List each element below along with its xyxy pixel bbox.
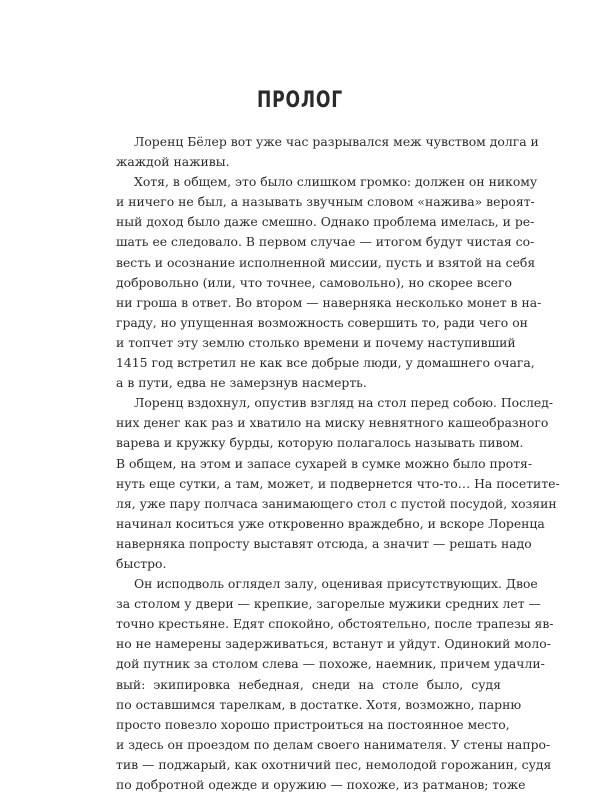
text-line: и ничего не был, а называть звучным словом «нажива» вероят- (116, 194, 535, 210)
paragraph-3 (116, 393, 560, 574)
text-line: весть и осознание исполненной миссии, пусть и взятой на себя (116, 254, 536, 270)
text-line: за столом у двери — крепкие, загорелые мужики средних лет — (116, 596, 541, 612)
text-line: ля, уже пару полчаса занимающего стол с пустой посудой, хозяин (116, 495, 557, 511)
paragraph-4 (116, 574, 554, 795)
text-line: тив — поджарый, как охотничий пес, немолодой горожанин, судя (116, 756, 552, 772)
text-line: по оставшимся тарелкам, в достатке. Хотя, возможно, парню (116, 696, 522, 712)
text-line: добровольно (или, что точнее, самовольно), но скорее всего (116, 274, 512, 290)
text-line: Он исподволь оглядел залу, оценивая присутствующих. Двое (134, 576, 538, 592)
text-line: варева и кружку бурды, которую полагалось называть пивом. (116, 435, 524, 451)
text-line: жаждой наживы. (116, 154, 230, 170)
paragraph-1 (116, 132, 539, 172)
paragraph-2 (116, 172, 542, 393)
text-line: просто повезло хорошо пристроиться на постоянное место, (116, 716, 510, 732)
text-line: них денег как раз и хватило на миску невнятного кашеобразного (116, 415, 549, 431)
text-line: наверняка попросту выставят отсюда, а значит — решать надо (116, 535, 532, 551)
text-line: и топчет эту землю столько времени и почему наступивший (116, 334, 516, 350)
text-line: быстро. (116, 555, 167, 571)
text-line: Лоренц вздохнул, опустив взгляд на стол перед собою. Послед- (134, 395, 554, 411)
text-line: Лоренц Бёлер вот уже час разрывался меж чувством долга и (134, 134, 539, 149)
body-text (116, 132, 560, 795)
chapter-title: ПРОЛОГ (257, 88, 343, 113)
text-line: ни гроша в ответ. Во втором — наверняка несколько монет в на- (116, 294, 542, 310)
text-line: Хотя, в общем, это было слишком громко: должен он никому (134, 174, 538, 190)
text-line: и здесь он проездом по делам своего нанимателя. У стены напро- (116, 736, 551, 752)
text-line: точно крестьяне. Едят спокойно, обстоятельно, после трапезы яв- (116, 616, 554, 632)
text-line: по добротной одежде и оружию — похоже, из ратманов; тоже (116, 777, 526, 792)
text-line: а в пути, едва не замерзнув насмерть. (116, 375, 367, 391)
text-line: шать ее следовало. В первом случае — итогом будут чистая со- (116, 234, 535, 250)
text-line: но не намерены задерживаться, встанут и уйдут. Одинокий моло- (116, 636, 551, 652)
text-line: В общем, на этом и запасе сухарей в сумке можно было протя- (116, 455, 533, 471)
text-line: дой путник за столом слева — похоже, наемник, причем удачли- (116, 656, 545, 672)
text-line: начинал коситься уже откровенно враждебно, и вскоре Лоренца (116, 515, 545, 531)
text-line: ный доход было даже смешно. Однако проблема имелась, и ре- (116, 214, 535, 230)
text-line: 1415 год встретил не как все добрые люди, у домашнего очага, (116, 355, 535, 371)
text-line: граду, но упущенная возможность совершить то, ради чего он (116, 314, 528, 330)
text-line: вый: экипировка небедная, снеди на столе было, судя (116, 676, 501, 692)
text-line: нуть еще сутки, а там, может, и подвернется что-то… На посетите- (116, 475, 560, 491)
